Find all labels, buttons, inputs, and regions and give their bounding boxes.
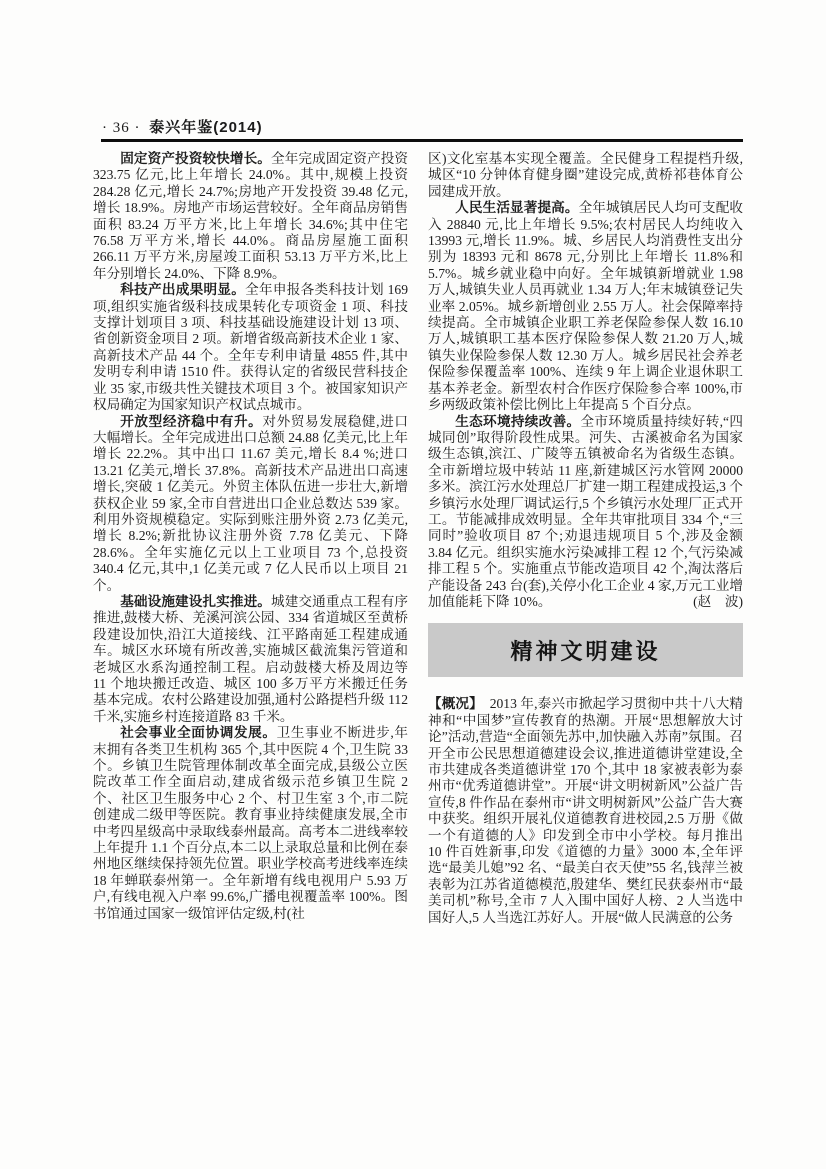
overview-label: 【概况】 bbox=[428, 696, 477, 712]
para-lead: 固定资产投资较快增长。 bbox=[120, 151, 272, 166]
para-lead: 人民生活显著提高。 bbox=[455, 200, 579, 216]
para-text: 全年城镇居民人均可支配收入 28840 元,比上年增长 9.5%;农村居民人均纯收入 13993 元,增长 11.9%。城、乡居民人均消费性支出分别为 18393 元和 8678 元,分别比上年增长 11.8%和 5.7%。城乡就业稳中向好。全年城镇新增就业 1.98 万人,城镇失业人员再就业 1.34 万人;年末城镇登记失业率 2.05%。城乡新增创业 2.55 万人。社会保障率持续提高。全市城镇企业职工养老保险参保人数 16.10 万人,城镇职工基本医疗保险参保人数 21.20 万人,城镇失业保险参保人数 12.30 万人。城乡居民社会养老保险参保覆盖率 100%、连续 9 年上调企业退休职工基本养老金。新型农村合作医疗保险参合率 100%,市乡两级政策补偿比例比上年提高 5 个百分点。 bbox=[428, 200, 743, 413]
para-lead: 科技产出成果明显。 bbox=[120, 282, 246, 298]
para-lead: 生态环境持续改善。 bbox=[455, 413, 581, 429]
para-fixed-asset-investment bbox=[93, 151, 408, 282]
para-continuation-culture bbox=[428, 151, 743, 200]
section-title: 精神文明建设 bbox=[510, 638, 661, 664]
para-text: 对外贸易发展稳健,进口大幅增长。全年完成进出口总额 24.88 亿美元,比上年增长 22.2%。其中出口 11.67 美元,增长 8.4 %;进口 13.21 亿美元,增长 37.8%。高新技术产品进出口高速增长,突破 1 亿美元。外贸主体队伍进一步壮大,新增获权企业 59 家,全市自营进出口企业总数达 539 家。利用外资规模稳定。实际到账注册外资 2.73 亿美元,增长 8.2%;新批协议注册外资 7.78 亿美元、下降 28.6%。全年实施亿元以上工业项目 73 个,总投资 340.4 亿元,其中,1 亿美元或 7 亿人民币以上项目 21 个。 bbox=[93, 413, 408, 593]
para-text: 全市环境质量持续好转,“四城同创”取得阶段性成果。河失、古溪被命名为国家级生态镇,滨江、广陵等五镇被命名为省级生态镇。全市新增垃圾中转站 11 座,新建城区污水管网 20000 多米。滨江污水处理总厂扩建一期工程建成投运,3 个乡镇污水处理厂调试运行,5 个乡镇污水处理厂正式开工。节能减排成效明显。全年共审批项目 334 个,“三同时”验收项目 87 个;劝退违规项目 5 个,涉及金额 3.84 亿元。组织实施水污染减排工程 12 个,气污染减排工程 5 个。实施重点节能改造项目 42 个,淘汰落后产能设备 243 台(套),关停小化工企业 4 家,万元工业增加值能耗下降 10%。 bbox=[428, 413, 743, 609]
para-open-economy bbox=[93, 414, 408, 594]
para-text: 2013 年,泰兴市掀起学习贯彻中共十八大精神和“中国梦”宣传教育的热潮。开展“思想解放大讨论”活动,营造“全面领先苏中,加快融入苏南”氛围。召开全市公民思想道德建设会议,推进道德讲堂建设,全市共建成各类道德讲堂 170 个,其中 18 家被表彰为泰州市“优秀道德讲堂”。开展“讲文明树新风”公益广告宣传,8 件作品在泰州市“讲文明树新风”公益广告大赛中获奖。组织开展礼仪道德教育进校园,2.5 万册《做一个有道德的人》印发到全市中小学校。每月推出 10 件百姓新事,印发《道德的力量》3000 本,全年评选“最美儿媳”92 名、“最美白衣天使”55 名,钱萍兰被表彰为江苏省道德模范,殷建华、樊红民获泰州市“最美司机”称号,全市 7 人入围中国好人榜、2 人当选中国好人,5 人当选江苏好人。开展“做人民满意的公务 bbox=[428, 696, 743, 925]
author-attribution: (赵 波) bbox=[693, 593, 743, 609]
page-number: · 36 · bbox=[102, 120, 141, 136]
para-ecological-environment bbox=[428, 414, 743, 611]
para-text: 全年申报各类科技计划 169 项,组织实施省级科技成果转化专项资金 1 项、科技支撑计划项目 3 项、科技基础设施建设计划 13 项、省创新资金项目 2 项。新增省级高新技术企业 1 家、高新技术产品 44 个。全年专利申请量 4855 件,其中发明专利申请 1510 件。获得认定的省级民营科技企业 35 家,市级共性关键技术项目 3 个。被国家知识产权局确定为国家知识产权试点城市。 bbox=[93, 282, 408, 413]
para-infrastructure bbox=[93, 594, 408, 725]
right-column bbox=[428, 151, 743, 1059]
para-science-tech-output bbox=[93, 282, 408, 413]
section-header-box bbox=[428, 623, 743, 677]
para-text: 区)文化室基本实现全覆盖。全民健身工程提档升级,城区“10 分钟体育健身圈”建设完成,黄桥祁巷体育公园建成开放。 bbox=[428, 151, 743, 199]
running-header bbox=[102, 116, 744, 138]
left-column bbox=[93, 151, 408, 1059]
para-people-livelihood bbox=[428, 200, 743, 413]
para-overview bbox=[428, 696, 743, 926]
para-lead: 基础设施建设扎实推进。 bbox=[120, 593, 272, 609]
header-divider bbox=[101, 139, 743, 142]
para-social-programs bbox=[93, 725, 408, 922]
para-lead: 开放型经济稳中有升。 bbox=[120, 413, 263, 429]
para-text: 卫生事业不断进步,年末拥有各类卫生机构 365 个,其中医院 4 个,卫生院 33 个。乡镇卫生院管理体制改革全面完成,县级公立医院改革工作全面启动,建成省级示范乡镇卫生院 2 个、社区卫生服务中心 2 个、村卫生室 3 个,市二院创建成二级甲等医院。教育事业持续健康发展,全市中考四星级高中录取线泰州最高。高考本二进线率较上年提升 1.1 个百分点,本二以上录取总量和比例在泰州地区继续保持领先位置。职业学校高考进线率连续 18 年蝉联泰州第一。全年新增有线电视用户 5.93 万户,有线电视入户率 99.6%,广播电视覆盖率 100%。图书馆通过国家一级馆评估定级,村(社 bbox=[93, 725, 408, 921]
para-text: 城建交通重点工程有序推进,鼓楼大桥、羌溪河滨公园、334 省道城区至黄桥段建设加快,沿江大道接线、江平路南延工程建成通车。城区水环境有所改善,实施城区截流集污管道和老城区水系沟通控制工程。启动鼓楼大桥及周边等 11 个地块搬迁改造、城区 100 多万平方米搬迁任务基本完成。农村公路建设加强,通村公路提档升级 112 千米,实施乡村连接道路 83 千米。 bbox=[93, 593, 408, 724]
book-title: 泰兴年鉴(2014) bbox=[149, 119, 263, 136]
page-body bbox=[93, 151, 743, 1059]
para-text: 全年完成固定资产投资 323.75 亿元,比上年增长 24.0%。其中,规模上投资 284.28 亿元,增长 24.7%;房地产开发投资 39.48 亿元,增长 18.9%。房地产市场运营较好。全年商品房销售面积 83.24 万平方米,比上年增长 34.6%;其中住宅 76.58 万平方米,增长 44.0%。商品房屋施工面积 266.11 万平方米,房屋竣工面积 53.13 万平方米,比上年分别增长 24.0%、下降 8.9%。 bbox=[93, 151, 408, 281]
para-lead: 社会事业全面协调发展。 bbox=[120, 725, 277, 741]
